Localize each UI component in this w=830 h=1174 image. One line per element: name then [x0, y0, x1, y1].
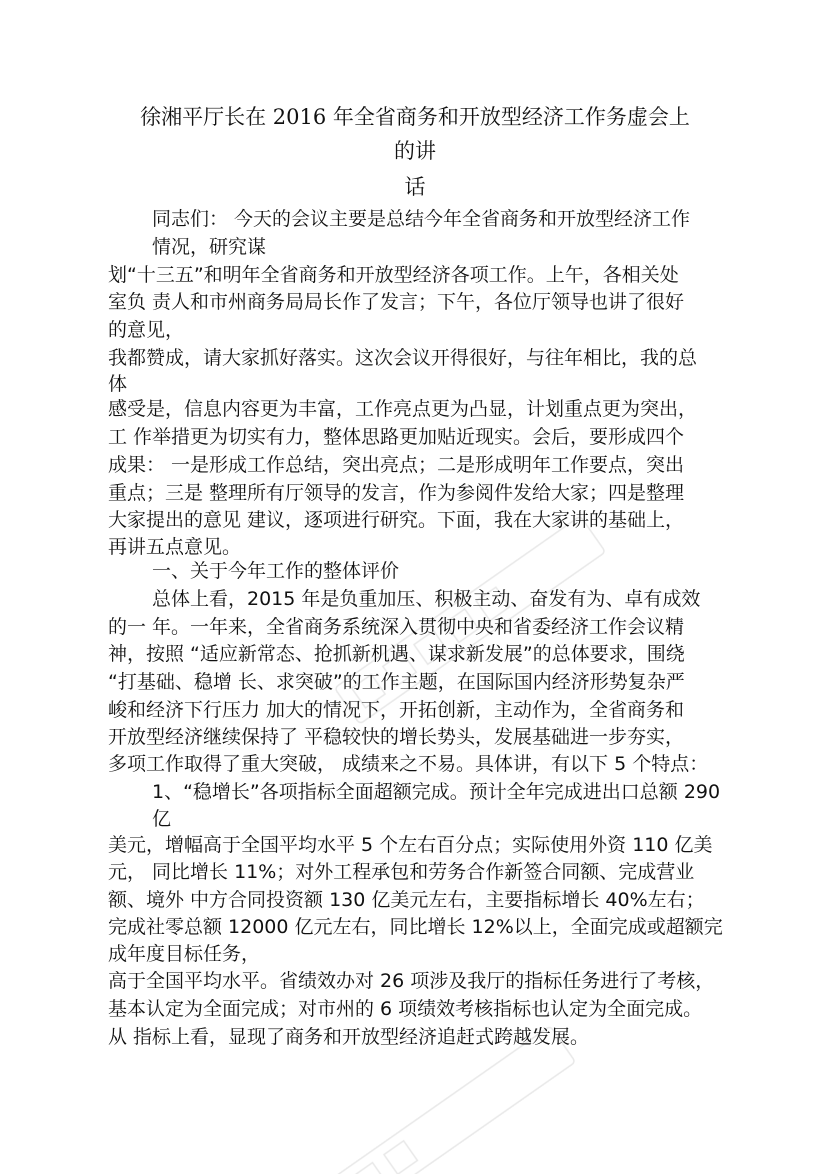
paragraph-line: 开放型经济继续保持了 平稳较快的增长势头，发展基础进一步夯实， — [108, 726, 685, 748]
paragraph-line: 1、“稳增长”各项指标全面超额完成。预计全年完成进出口总额 290 — [152, 781, 721, 803]
paragraph-line: 额、境外 中方合同投资额 130 亿美元左右，主要指标增长 40%左右； — [108, 889, 705, 911]
paragraph-line: 成年度目标任务， — [108, 943, 261, 965]
paragraph-line: 同志们： 今天的会议主要是总结今年全省商务和开放型经济工作 — [152, 208, 691, 230]
paragraph-line: 完成社零总额 12000 亿元左右，同比增长 12%以上，全面完成或超额完 — [108, 916, 723, 938]
paragraph-line: 再讲五点意见。 — [108, 536, 242, 558]
paragraph-line: 的一 年。一年来，全省商务系统深入贯彻中央和省委经济工作会议精 — [108, 616, 685, 638]
document-title-line-1: 徐湘平厅长在 2016 年全省商务和开放型经济工作务虚会上 — [140, 105, 690, 129]
paragraph-line: 感受是，信息内容更为丰富，工作亮点更为凸显，计划重点更为突出， — [108, 398, 698, 420]
paragraph-line: 划“十三五”和明年全省商务和开放型经济各项工作。上午，各相关处 — [108, 264, 679, 286]
paragraph-line: 大家提出的意见 建议，逐项进行研究。下面，我在大家讲的基础上， — [108, 509, 685, 531]
paragraph-line: 多项工作取得了重大突破， 成绩来之不易。具体讲，有以下 5 个特点： — [108, 753, 709, 775]
document-title-line-2: 的讲 — [394, 139, 436, 163]
document-title-line-3: 话 — [404, 175, 426, 199]
paragraph-line: 美元，增幅高于全国平均水平 5 个左右百分点；实际使用外资 110 亿美 — [108, 834, 713, 856]
paragraph-line: 元， 同比增长 11%；对外工程承包和劳务合作新签合同额、完成营业 — [108, 861, 695, 883]
paragraph-line: 重点；三是 整理所有厅领导的发言，作为参阅件发给大家；四是整理 — [108, 482, 685, 504]
paragraph-line: 室负 责人和市州商务局局长作了发言；下午，各位厅领导也讲了很好 — [108, 291, 685, 313]
paragraph-line: 基本认定为全面完成；对市州的 6 项绩效考核指标也认定为全面完成。 — [108, 998, 703, 1020]
paragraph-line: 峻和经济下行压力 加大的情况下，开拓创新，主动作为，全省商务和 — [108, 699, 685, 721]
paragraph-line: 的意见， — [108, 319, 185, 341]
section-heading: 一、关于今年工作的整体评价 — [152, 560, 400, 582]
paragraph-line: 神，按照 “适应新常态、抢抓新机遇、谋求新发展”的总体要求，围绕 — [108, 643, 685, 665]
paragraph-line: 总体上看，2015 年是负重加压、积极主动、奋发有为、卓有成效 — [152, 588, 701, 610]
paragraph-line: 我都赞成，请大家抓好落实。这次会议开得很好，与往年相比，我的总 — [108, 347, 698, 369]
paragraph-line: 成果： 一是形成工作总结，突出亮点；二是形成明年工作要点，突出 — [108, 454, 685, 476]
paragraph-line: 体 — [108, 373, 128, 395]
paragraph-line: 情况，研究谋 — [152, 236, 267, 258]
paragraph-line: 工 作举措更为切实有力，整体思路更加贴近现实。会后，要形成四个 — [108, 426, 685, 448]
paragraph-line: “打基础、稳增 长、求突破”的工作主题，在国际国内经济形势复杂严 — [108, 671, 685, 693]
paragraph-line: 高于全国平均水平。省绩效办对 26 项涉及我厅的指标任务进行了考核， — [108, 970, 715, 992]
paragraph-line: 从 指标上看，显现了商务和开放型经济追赶式跨越发展。 — [108, 1026, 590, 1048]
paragraph-line: 亿 — [152, 808, 172, 830]
